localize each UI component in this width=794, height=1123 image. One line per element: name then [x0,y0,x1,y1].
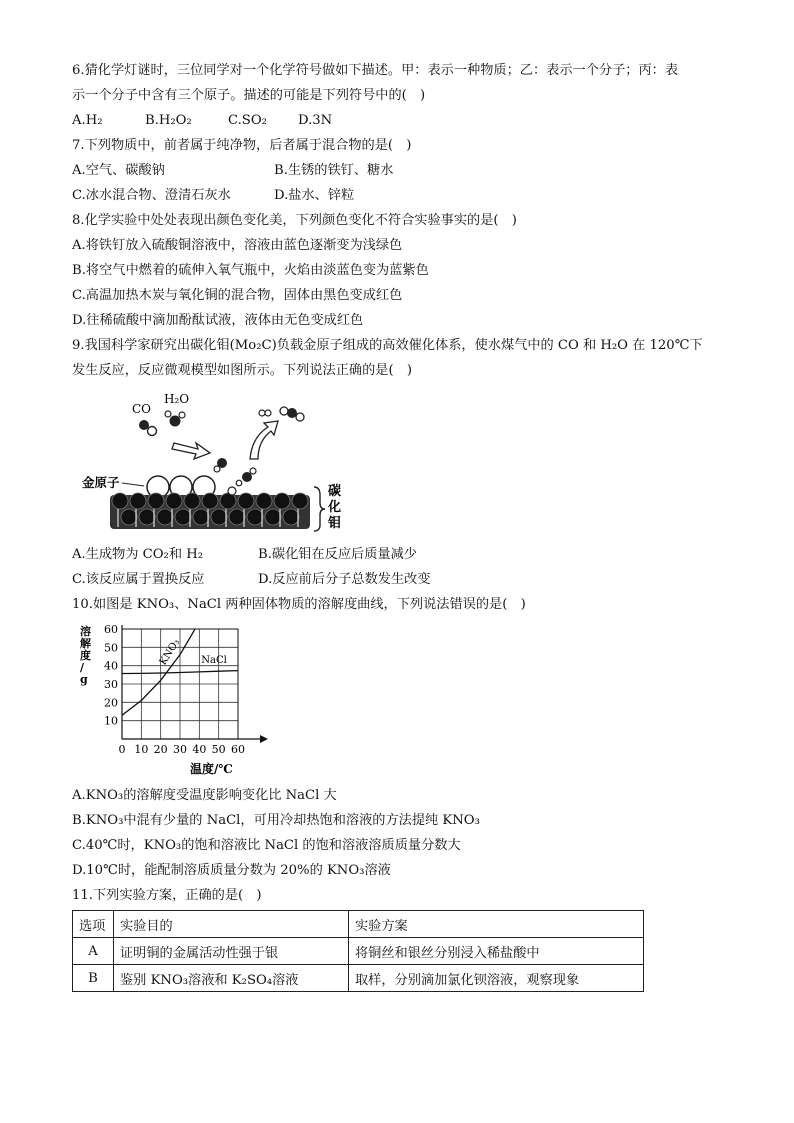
q6-option-b: B.H₂O₂ [145,113,192,128]
q7-option-b: B.生锈的铁钉、糖水 [274,163,394,178]
support-label-3: 钼 [328,516,342,531]
q9-option-b: B.碳化钼在反应后质量减少 [258,547,417,562]
exam-page [72,58,722,992]
table-cell-option: B [73,965,114,992]
h2o-label: H₂O [164,392,190,406]
table-header-plan: 实验方案 [349,911,644,938]
table-row [73,965,644,992]
series-labels [158,637,227,667]
y-axis-label [80,624,92,686]
q10-option-c: C.40℃时，KNO₃的饱和溶液比 NaCl 的饱和溶液溶质质量分数大 [72,838,461,853]
q9-options-row1 [72,542,722,567]
q9-options-row2 [72,567,722,592]
y-axis-label-char: 解 [80,637,91,650]
table-header-option: 选项 [73,911,114,938]
table-cell-plan: 取样，分别滴加氯化钡溶液，观察现象 [349,965,644,992]
q8-option-b: B.将空气中燃着的硫伸入氧气瓶中，火焰由淡蓝色变为蓝紫色 [72,263,429,278]
x-tick-label: 10 [134,743,149,756]
y-axis-label-char: / [80,661,85,674]
q10-option-b: B.KNO₃中混有少量的 NaCl，可用冷却热饱和溶液的方法提纯 KNO₃ [72,813,480,828]
q8-stem: 8.化学实验中处处表现出颜色变化美，下列颜色变化不符合实验事实的是( ) [72,213,517,228]
table-cell-purpose: 证明铜的金属活动性强于银 [114,938,349,965]
support-label-2: 化 [328,500,342,515]
series-label-nacl: NaCl [201,654,227,666]
q9-option-a: A.生成物为 CO₂和 H₂ [72,547,204,562]
table-header-row [73,911,644,938]
q9-stem-line1: 9.我国科学家研究出碳化钼(Mo₂C)负载金原子组成的高效催化体系，使水煤气中的 CO 和 H₂O 在 120℃下 [72,338,703,353]
q10-option-d: D.10℃时，能配制溶质质量分数为 20%的 KNO₃溶液 [72,863,391,878]
q11-table [72,910,644,992]
support-label-1: 碳 [328,484,342,499]
x-tick-label: 50 [211,743,226,756]
q6-option-a: A.H₂ [72,113,103,128]
y-axis-label-char: 溶 [80,625,91,638]
reaction-model-figure [82,391,342,536]
q10-stem: 10.如图是 KNO₃、NaCl 两种固体物质的溶解度曲线，下列说法错误的是( ) [72,597,526,612]
y-tick-label: 50 [104,641,118,655]
product-molecules [259,407,304,421]
y-tick-label: 10 [104,714,118,728]
mo2c-support [110,493,310,529]
co-molecule [139,420,157,436]
gold-atom-label: 金原子 [82,475,120,490]
series-label-knO3: KNO₃ [157,637,183,668]
q11-stem: 11.下列实验方案，正确的是( ) [72,888,262,903]
q6-options [72,108,722,133]
table-cell-option: A [73,938,114,965]
q6-stem-line2: 示一个分子中含有三个原子。描述的可能是下列符号中的( ) [72,88,426,103]
q7-options-row1 [72,158,722,183]
x-axis-arrow-icon [260,735,268,743]
q9-stem-line2: 发生反应，反应微观模型如图所示。下列说法正确的是( ) [72,363,412,378]
q7-option-c: C.冰水混合物、澄清石灰水 [72,188,231,203]
q6-option-d: D.3N [298,113,333,128]
q6-option-c: C.SO₂ [228,113,267,128]
q7-option-a: A.空气、碳酸钠 [72,163,165,178]
x-tick-label: 40 [192,743,207,756]
arrow-in-icon [172,443,210,459]
x-tick-label: 20 [153,743,168,756]
solubility-chart-svg [72,621,272,779]
q7-options-row2 [72,183,722,208]
y-tick-label: 40 [104,659,118,673]
y-tick-label: 20 [104,696,118,710]
support-brace [314,487,325,531]
y-axis-label-char: g [80,673,88,686]
q6-stem-line1: 6.猜化学灯谜时，三位同学对一个化学符号做如下描述。甲：表示一种物质；乙：表示一个分子；丙：表 [72,63,679,78]
y-tick-label: 30 [104,678,118,691]
solubility-chart [72,621,272,779]
q9-option-c: C.该反应属于置换反应 [72,572,205,587]
reaction-model-svg [82,391,342,536]
y-tick-label: 60 [104,623,118,636]
q8-option-c: C.高温加热木炭与氧化铜的混合物，固体由黑色变成红色 [72,288,403,303]
q9-option-d: D.反应前后分子总数发生改变 [258,572,431,587]
table-row [73,938,644,965]
co-label: CO [132,402,152,416]
table-header-purpose: 实验目的 [114,911,349,938]
x-tick-label: 30 [173,743,187,756]
table-cell-purpose: 鉴别 KNO₃溶液和 K₂SO₄溶液 [114,965,349,992]
x-tick-label: 60 [231,743,245,756]
y-axis-label-char: 度 [80,649,91,662]
q7-stem: 7.下列物质中，前者属于纯净物，后者属于混合物的是( ) [72,138,412,153]
x-tick-label: 0 [118,743,126,756]
q8-option-d: D.往稀硫酸中滴加酚酞试液，液体由无色变成红色 [72,313,364,328]
q7-option-d: D.盐水、锌粒 [274,188,355,203]
x-axis-label: 温度/℃ [190,762,233,776]
arrow-out-icon [250,421,278,459]
h2o-molecule [165,411,185,427]
q10-option-a: A.KNO₃的溶解度受温度影响变化比 NaCl 大 [72,788,337,803]
gold-label-pointer [122,483,144,486]
q8-option-a: A.将铁钉放入硫酸铜溶液中，溶液由蓝色逐渐变为浅绿色 [72,238,403,253]
table-cell-plan: 将铜丝和银丝分别浸入稀盐酸中 [349,938,644,965]
